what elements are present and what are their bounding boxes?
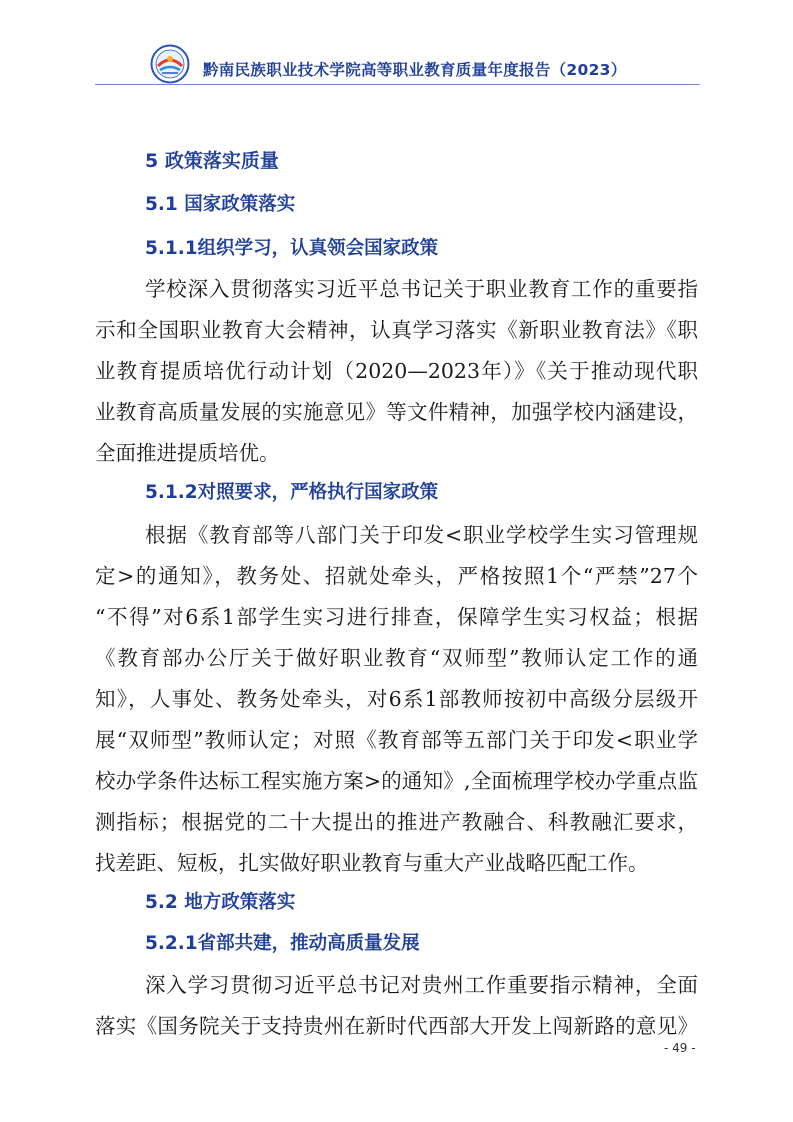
section-heading-5: 5 政策落实质量 [145,150,279,172]
text-line: 落实《国务院关于支持贵州在新时代西部大开发上闯新路的意见》 [95,1014,698,1038]
page-header [0,0,793,95]
school-emblem-icon [150,44,190,84]
text-line: 校办学条件达标工程实施方案>的通知》,全面梳理学校办学重点监 [95,769,698,793]
text-line: 知》，人事处、教务处牵头，对6系1部教师按初中高级分层级开 [95,687,698,711]
section-heading-5-2: 5.2 地方政策落实 [145,892,296,913]
header-divider [95,84,700,85]
text-line: 学校深入贯彻落实习近平总书记关于职业教育工作的重要指 [145,277,698,301]
section-heading-5-1-2: 5.1.2对照要求，严格执行国家政策 [145,482,439,503]
text-line: 展“双师型”教师认定；对照《教育部等五部门关于印发<职业学 [95,728,698,752]
text-line: 找差距、短板，扎实做好职业教育与重大产业战略匹配工作。 [95,851,649,875]
text-line: 根据《教育部等八部门关于印发<职业学校学生实习管理规 [145,523,698,547]
section-heading-5-1: 5.1 国家政策落实 [145,194,296,215]
report-title: 黔南民族职业技术学院高等职业教育质量年度报告（2023） [203,61,627,79]
section-heading-5-2-1: 5.2.1省部共建，推动高质量发展 [145,933,420,954]
text-line: 深入学习贯彻习近平总书记对贵州工作重要指示精神，全面 [145,973,698,997]
text-line: 测指标；根据党的二十大提出的推进产教融合、科教融汇要求， [95,810,698,834]
text-line: 全面推进提质培优。 [95,441,280,465]
text-line: 业教育提质培优行动计划（2020—2023年）》《关于推动现代职 [95,359,698,383]
text-line: 定>的通知》，教务处、招就处牵头，严格按照1个“严禁”27个 [95,564,698,588]
section-heading-5-1-1: 5.1.1组织学习，认真领会国家政策 [145,238,439,259]
page-number: - 49 - [664,1041,696,1055]
text-line: 《教育部办公厅关于做好职业教育“双师型”教师认定工作的通 [95,646,698,670]
text-line: “不得”对6系1部学生实习进行排查，保障学生实习权益；根据 [95,605,698,629]
text-line: 示和全国职业教育大会精神，认真学习落实《新职业教育法》《职 [95,318,698,342]
text-line: 业教育高质量发展的实施意见》等文件精神，加强学校内涵建设， [95,400,698,424]
